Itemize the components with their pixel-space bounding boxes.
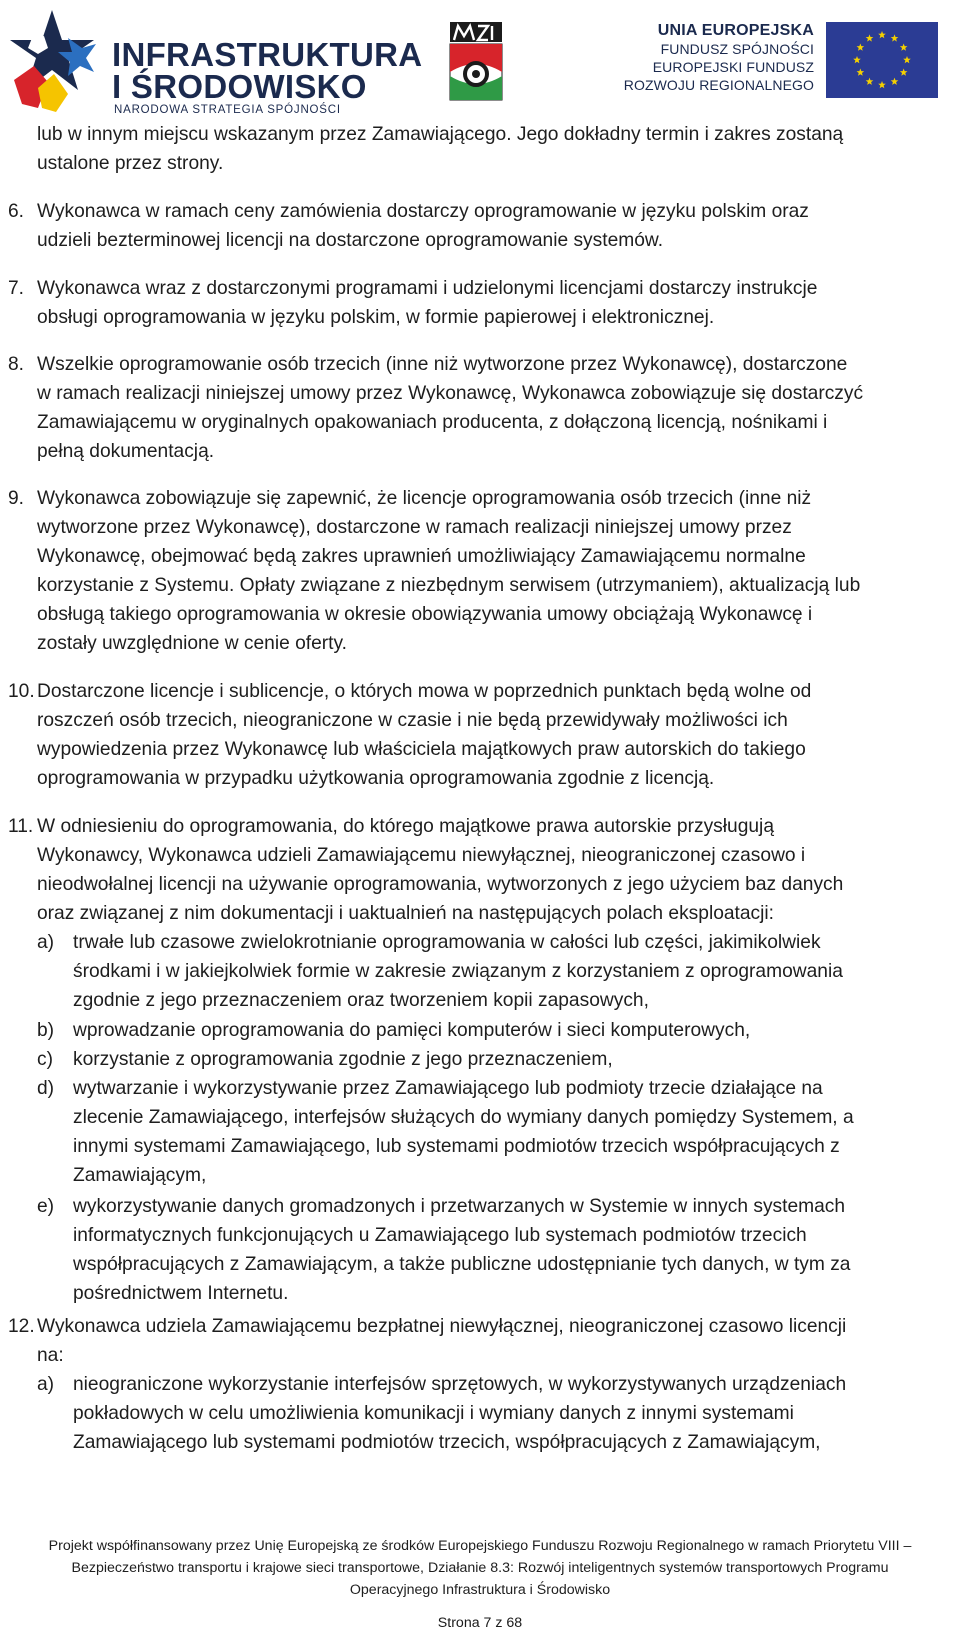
text-line: obsługą takiego oprogramowania w okresie obowiązywania umowy obciążają Wykonawcę i xyxy=(37,604,813,625)
text-line: zgodnie z jego przeznaczeniem oraz tworzeniem kopii zapasowych, xyxy=(73,990,649,1011)
text-line: Wykonawcy, Wykonawca udzieli Zamawiającemu niewyłącznej, nieograniczonej czasowo i xyxy=(37,845,806,866)
text-line: W odniesieniu do oprogramowania, do którego majątkowe prawa autorskie przysługują xyxy=(37,816,774,837)
eu-fund-line3: EUROPEJSKI FUNDUSZ xyxy=(652,59,814,75)
text-line: na: xyxy=(37,1345,64,1366)
text-line: Wykonawca w ramach ceny zamówienia dostarczy oprogramowanie w języku polskim oraz xyxy=(37,201,809,222)
text-line: środkami i w jakiejkolwiek formie w zakresie związanym z korzystaniem z oprogramowania xyxy=(73,961,843,982)
footer-line-2: Bezpieczeństwo transportu i krajowe sieci transportowe, Działanie 8.3: Rozwój inteligentnych systemów transportowych Programu xyxy=(71,1560,889,1576)
text-line: Wykonawca zobowiązuje się zapewnić, że licencje oprogramowania osób trzecich (inne niż xyxy=(37,488,812,509)
text-line: Zamawiającym, xyxy=(73,1165,207,1186)
text-line: Wykonawca udziela Zamawiającemu bezpłatnej niewyłącznej, nieograniczonej czasowo licencji xyxy=(37,1316,847,1337)
sub-item-marker: d) xyxy=(37,1078,55,1099)
footer-line-3: Operacyjnego Infrastruktura i Środowisko xyxy=(349,1582,611,1598)
item-number: 10. xyxy=(8,681,35,702)
text-line: korzystanie z Systemu. Opłaty związane z niezbędnym serwisem (utrzymaniem), aktualizacją lub xyxy=(37,575,861,596)
text-line: wykorzystywanie danych gromadzonych i przetwarzanych w Systemie w innych systemach xyxy=(73,1196,846,1217)
text-line: pokładowych w celu umożliwienia komunikacji i wymiany danych z innymi systemami xyxy=(73,1403,794,1424)
sub-item-marker: a) xyxy=(37,932,55,953)
item-number: 6. xyxy=(8,201,25,222)
text-line: informatycznych funkcjonujących u Zamawiającego lub systemach podmiotów trzecich xyxy=(73,1225,807,1246)
text-line: innymi systemami Zamawiającego, lub systemami podmiotów trzecich współpracujących z xyxy=(73,1136,840,1157)
text-line: obsługi oprogramowania w języku polskim, w formie papierowej i elektronicznej. xyxy=(37,307,715,328)
text-line: Zamawiającego lub systemami podmiotów trzecich, współpracujących z Zamawiającym, xyxy=(73,1432,821,1453)
text-line: nieograniczone wykorzystanie interfejsów sprzętowych, w wykorzystywanych urządzeniach xyxy=(73,1374,847,1395)
eu-fund-line4: ROZWOJU REGIONALNEGO xyxy=(623,77,814,93)
text-line: udzieli bezterminowej licencji na dostarczone oprogramowanie systemów. xyxy=(37,230,664,251)
text-line: w ramach realizacji niniejszej umowy przez Wykonawcę, Wykonawca zobowiązuje się dostarczyć xyxy=(37,383,864,404)
eu-fund-line2: FUNDUSZ SPÓJNOŚCI xyxy=(660,41,814,57)
item-number: 9. xyxy=(8,488,25,509)
text-line: Wykonawca wraz z dostarczonymi programami i udzielonymi licencjami dostarczy instrukcje xyxy=(37,278,818,299)
sub-item-marker: c) xyxy=(37,1049,53,1070)
logo-is-line1: INFRASTRUKTURA xyxy=(112,36,423,73)
text-line: wprowadzanie oprogramowania do pamięci komputerów i sieci komputerowych, xyxy=(73,1020,751,1041)
text-line: oraz związanej z nim dokumentacji i uaktualnień na następujących polach eksploatacji: xyxy=(37,903,775,924)
text-line: wypowiedzenia przez Wykonawcę lub właściciela majątkowych praw autorskich do takiego xyxy=(37,739,806,760)
text-line: roszczeń osób trzecich, nieograniczone w czasie i nie będą przewidywały możliwości ich xyxy=(37,710,788,731)
logo-is-line2: I ŚRODOWISKO xyxy=(112,68,367,105)
text-line: wytworzone przez Wykonawcę), dostarczone w ramach realizacji niniejszej umowy przez xyxy=(37,517,792,538)
text-line: zostały uwzględnione w cenie oferty. xyxy=(37,633,348,654)
text-line: korzystanie z oprogramowania zgodnie z jego przeznaczeniem, xyxy=(73,1049,613,1070)
text-line: Dostarczone licencje i sublicencje, o których mowa w poprzednich punktach będą wolne od xyxy=(37,681,812,702)
text-line: nieodwołalnej licencji na używanie oprogramowania, wytworzonych z jego użyciem baz danych xyxy=(37,874,844,895)
text-line: Wykonawcę, obejmować będą zakres uprawnień umożliwiający Zamawiającemu normalne xyxy=(37,546,806,567)
footer xyxy=(0,1535,960,1601)
sub-item-marker: b) xyxy=(37,1020,55,1041)
text-line: lub w innym miejscu wskazanym przez Zamawiającego. Jego dokładny termin i zakres zostaną xyxy=(37,124,844,145)
text-line: oprogramowania w przypadku użytkowania oprogramowania zgodnie z licencją. xyxy=(37,768,715,789)
text-line: ustalone przez strony. xyxy=(37,153,224,174)
footer-line-1: Projekt współfinansowany przez Unię Europejską ze środków Europejskiego Funduszu Rozwoju Regionalnego w ramach Priorytetu VIII – xyxy=(48,1538,912,1554)
item-number: 7. xyxy=(8,278,25,299)
text-line: pośrednictwem Internetu. xyxy=(73,1283,289,1304)
logo-is-line3: NARODOWA STRATEGIA SPÓJNOŚCI xyxy=(114,104,341,116)
item-number: 8. xyxy=(8,354,25,375)
item-number: 11. xyxy=(8,816,34,837)
text-line: Wszelkie oprogramowanie osób trzecich (inne niż wytworzone przez Wykonawcę), dostarczone xyxy=(37,354,848,375)
sub-item-marker: e) xyxy=(37,1196,55,1217)
page-number: Strona 7 z 68 xyxy=(437,1615,523,1631)
sub-item-marker: a) xyxy=(37,1374,55,1395)
text-line: wytwarzanie i wykorzystywanie przez Zamawiającego lub podmioty trzecie działające na xyxy=(73,1078,823,1099)
text-line: trwałe lub czasowe zwielokrotnianie oprogramowania w całości lub części, jakimikolwiek xyxy=(73,932,821,953)
text-line: współpracujących z Zamawiającym, a także publiczne udostępnianie tych danych, w tym za xyxy=(73,1254,851,1275)
text-line: zlecenie Zamawiającego, interfejsów służących do wymiany danych pomiędzy Systemem, a xyxy=(73,1107,854,1128)
text-line: pełną dokumentacją. xyxy=(37,441,215,462)
item-number: 12. xyxy=(8,1316,35,1337)
text-line: Zamawiającemu w oryginalnych opakowaniach producenta, z dołączoną licencją, nośnikami i xyxy=(37,412,828,433)
eu-title: UNIA EUROPEJSKA xyxy=(657,22,814,39)
